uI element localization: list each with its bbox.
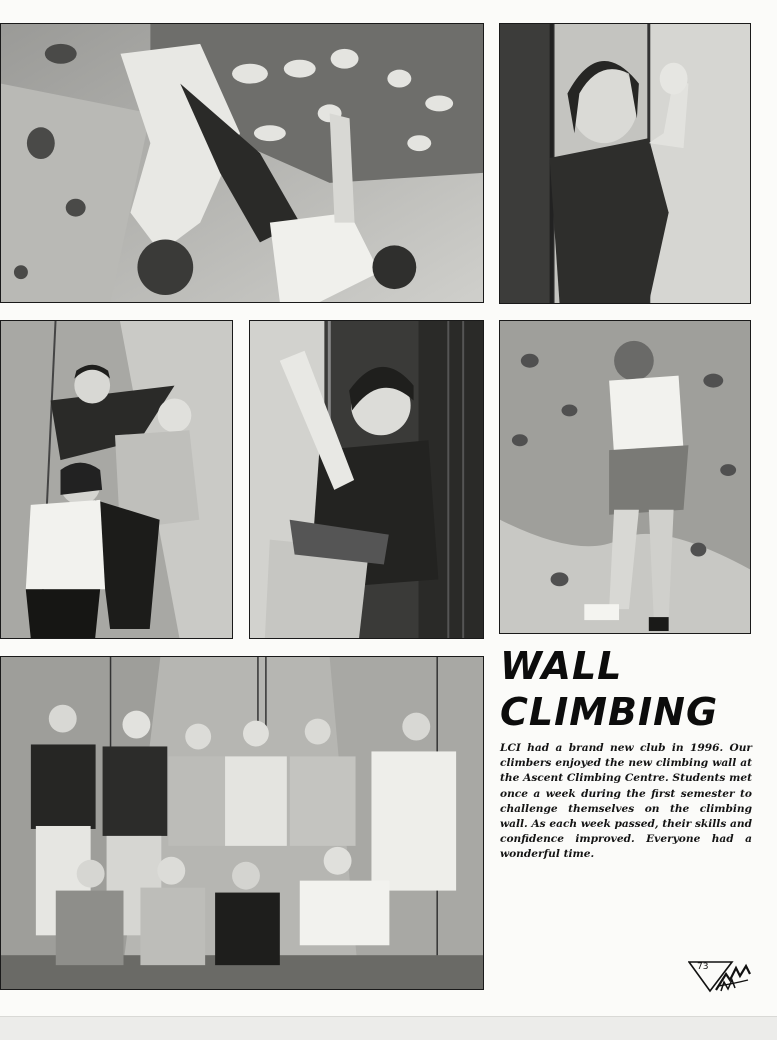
headline-line-1: WALL	[500, 644, 623, 688]
headline-line-2: CLIMBING	[500, 690, 719, 734]
photo-club-group	[0, 656, 484, 990]
photo-overhang-climbers	[0, 23, 484, 303]
photo-three-girls	[0, 320, 233, 639]
article-headline	[500, 643, 760, 735]
article-body: LCI had a brand new club in 1996. Our climbers enjoyed the new climbing wall at the Ascent Climbing Centre. Students met once a week during the first semester to challenge themselves on the climbing wall. As each week passed, their skills and confidence improved. Everyone had a wonderful time.	[500, 742, 752, 861]
photo-boy-from-behind	[499, 320, 751, 634]
page-number: 73	[697, 962, 709, 972]
photo-girl-climbing	[499, 23, 751, 304]
page-folio	[688, 960, 752, 994]
page-bottom-edge	[0, 1016, 777, 1040]
photo-boy-rope	[249, 320, 484, 639]
